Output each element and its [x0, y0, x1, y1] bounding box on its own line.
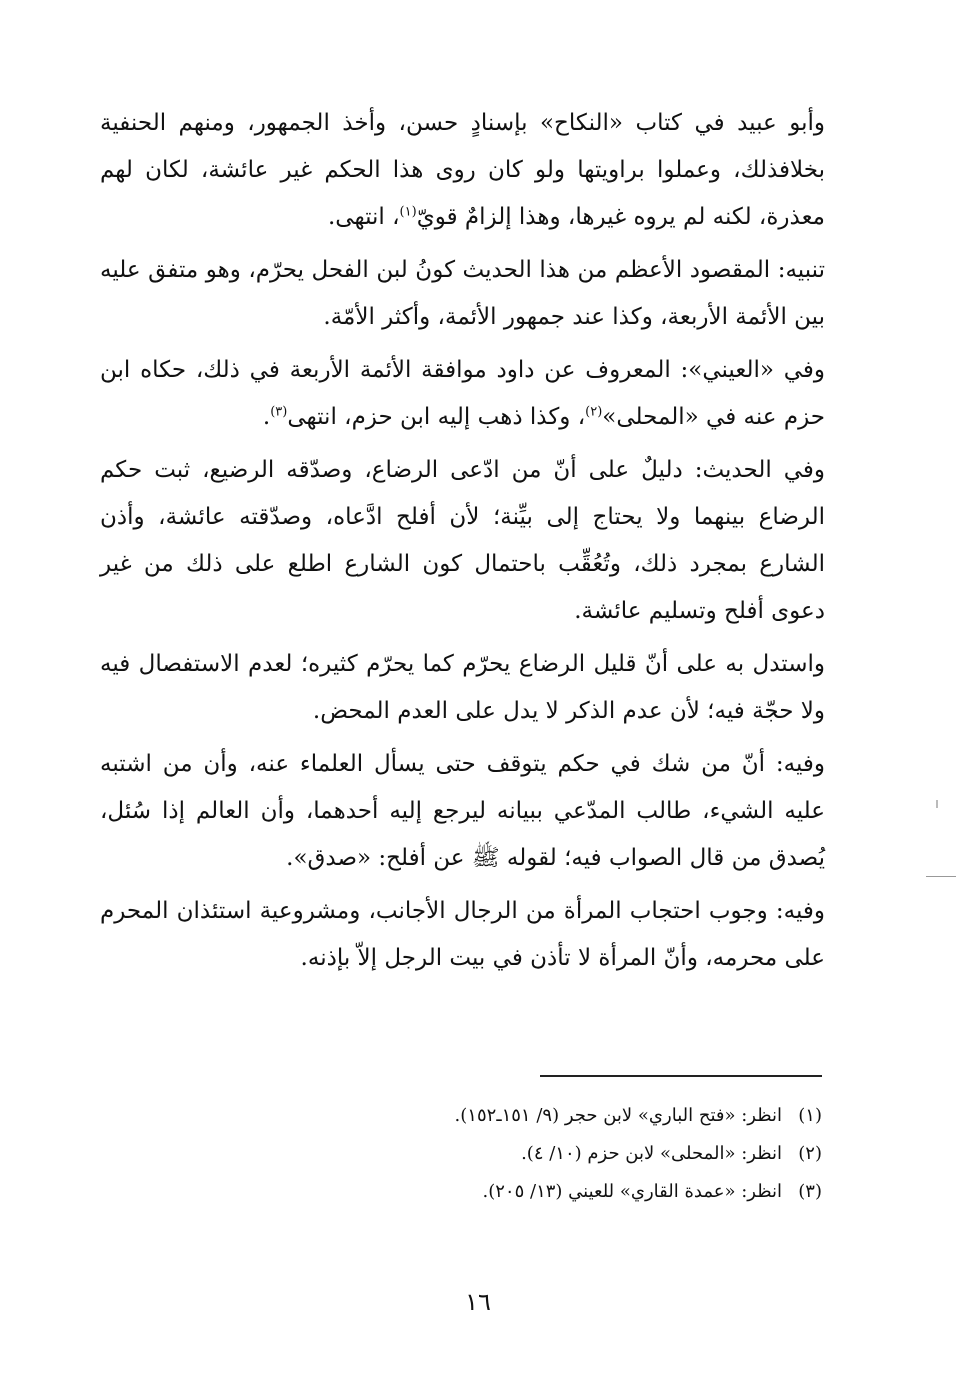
paragraph-6-text: وفيه: أنّ من شك في حكم يتوقف حتى يسأل العلماء عنه، وأن من اشتبه عليه الشيء، طالب المدّعي ببيانه ليرجع إليه أحدهما، وأن العالم إذا سُئل، يُصدق من قال الصواب فيه؛ لقوله ﷺ عن أفلح: «صدق».	[100, 751, 825, 871]
page-body	[100, 100, 825, 988]
footnote-text: انظر: «عمدة القاري» للعيني (١٣/ ٢٠٥).	[482, 1181, 782, 1202]
footnote-text: انظر: «فتح الباري» لابن حجر (٩/ ١٥١ـ١٥٢).	[454, 1105, 782, 1126]
footnote-number: (١)	[798, 1105, 822, 1126]
page-number: ١٦	[465, 1288, 491, 1316]
footnote-ref-1[interactable]: (١)	[399, 204, 417, 220]
footnote-separator	[540, 1075, 822, 1077]
paragraph-5	[100, 641, 825, 735]
paragraph-7	[100, 888, 825, 982]
paragraph-3	[100, 347, 825, 441]
footnote-text: انظر: «المحلى» لابن حزم (١٠/ ٤).	[521, 1143, 782, 1164]
footnotes	[262, 1097, 822, 1211]
paragraph-1-tail: ، انتهى.	[327, 204, 400, 230]
paragraph-6	[100, 741, 825, 882]
paragraph-1	[100, 100, 825, 241]
paragraph-4-text: وفي الحديث: دليلٌ على أنّ من ادّعى الرضاع، وصدّقه الرضيع، ثبت حكم الرضاع بينهما ولا يحتاج إلى بيِّنة؛ لأن أفلح ادَّعاه، وصدّقته عائشة، وأذن الشارع بمجرد ذلك، وتُعُقِّب باحتمال كون الشارع اطلع على ذلك من غير دعوى أفلح وتسليم عائشة.	[100, 457, 825, 624]
margin-dot	[936, 800, 938, 808]
paragraph-3-mid: ، وكذا ذهب إليه ابن حزم، انتهى	[287, 404, 586, 430]
paragraph-4	[100, 447, 825, 635]
footnote-number: (٣)	[798, 1181, 822, 1202]
footnote-ref-2[interactable]: (٢)	[585, 404, 603, 420]
paragraph-3-text: وفي «العيني»: المعروف عن داود موافقة الأئمة الأربعة في ذلك، حكاه ابن حزم عنه في «المحلى»	[100, 357, 825, 430]
paragraph-5-text: واستدل به على أنّ قليل الرضاع يحرّم كما يحرّم كثيره؛ لعدم الاستفصال فيه ولا حجّة فيه؛ لأن عدم الذكر لا يدل على العدم المحض.	[100, 651, 825, 724]
margin-mark	[926, 876, 956, 877]
footnote-2	[262, 1135, 822, 1173]
paragraph-7-text: وفيه: وجوب احتجاب المرأة من الرجال الأجانب، ومشروعية استئذان المحرم على محرمه، وأنّ المرأة لا تأذن في بيت الرجل إلاّ بإذنه.	[100, 898, 825, 971]
footnote-3	[262, 1173, 822, 1211]
footnote-ref-3[interactable]: (٣)	[270, 404, 288, 420]
footnote-number: (٢)	[798, 1143, 822, 1164]
paragraph-2	[100, 247, 825, 341]
paragraph-2-text: تنبيه: المقصود الأعظم من هذا الحديث كونُ لبن الفحل يحرّم، وهو متفق عليه بين الأئمة الأربعة، وكذا عند جمهور الأئمة، وأكثر الأمّة.	[100, 257, 825, 330]
paragraph-1-text: وأبو عبيد في كتاب «النكاح» بإسنادٍ حسن، وأخذ الجمهور، ومنهم الحنفية بخلافذلك، وعملوا براويتها ولو كان روى هذا الحكم غير عائشة، لكان لهم معذرة، لكنه لم يروه غيرها، وهذا إلزامٌ قويّ	[100, 110, 825, 230]
paragraph-3-end: .	[262, 404, 271, 430]
footnote-1	[262, 1097, 822, 1135]
